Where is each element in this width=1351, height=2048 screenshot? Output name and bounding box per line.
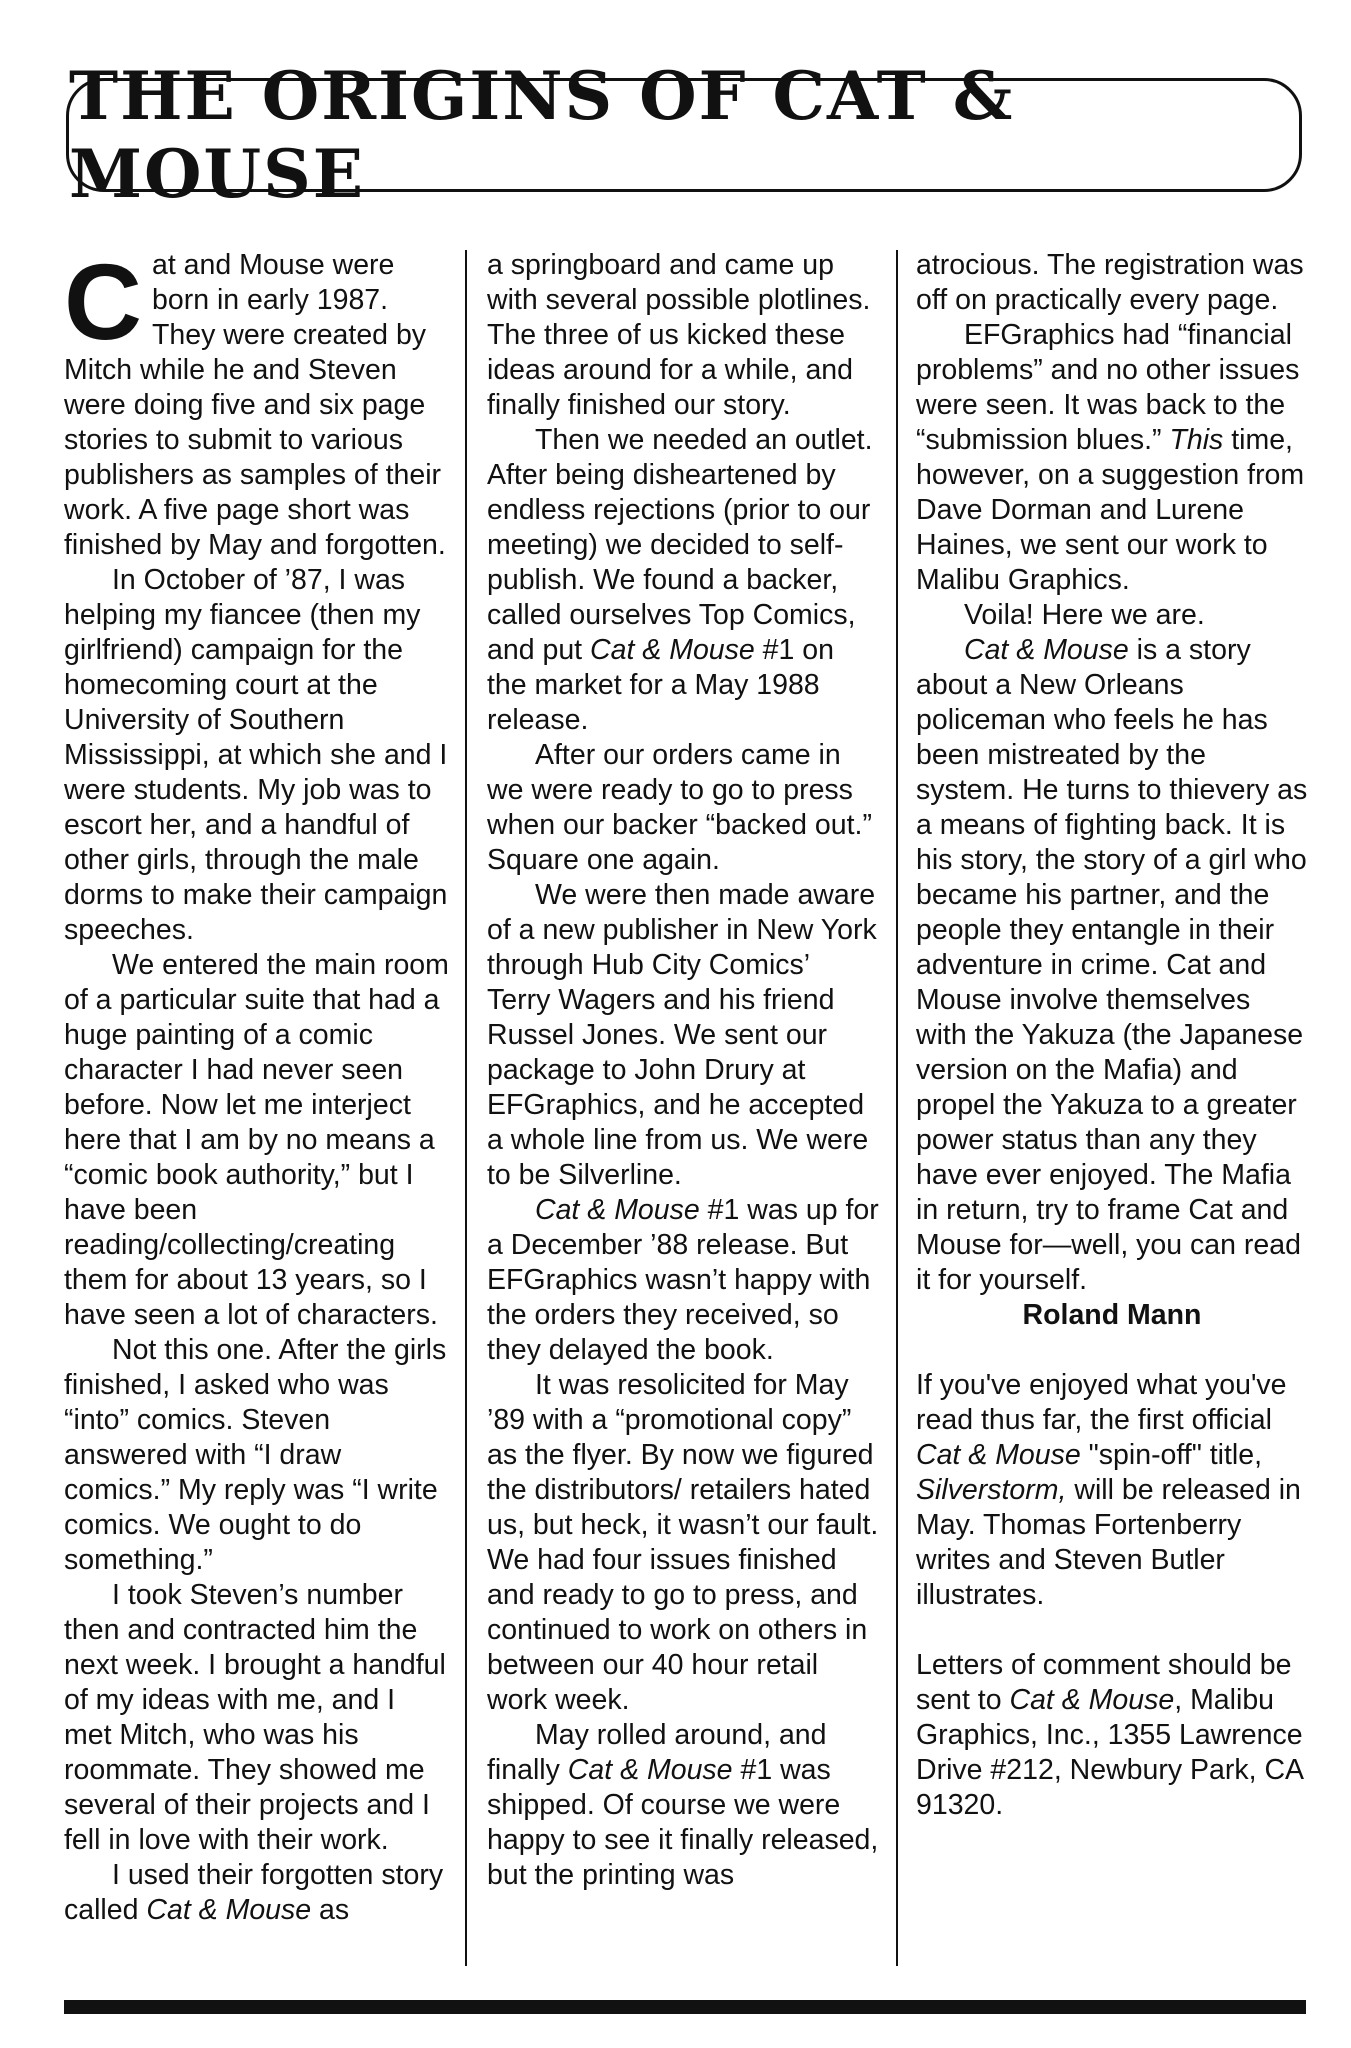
paragraph <box>64 241 450 563</box>
title-banner <box>66 57 1302 213</box>
column-divider-2 <box>896 250 898 1966</box>
paragraph: In October of ’87, I was helping my fiancee (then my girlfriend) campaign for the homecoming court at the University of Southern Mississippi, at which she and I were students. My job was to escort her, and a handful of other girls, through the male dorms to make their campaign speeches. <box>64 564 448 946</box>
paragraph: Then we needed an outlet. After being disheartened by endless rejections (prior to our meeting) we decided to self-publish. We found a backer, called ourselves Top Comics, and put Cat & Mouse #1 on the market for a May 1988 release. <box>487 424 873 736</box>
paragraph: Voila! Here we are. <box>964 599 1205 631</box>
column-divider-1 <box>465 250 467 1966</box>
paragraph: We entered the main room of a particular suite that had a huge painting of a comic character I had never seen before. Now let me interject here that I am by no means a “comic book authority,” but I have been reading/collecting/creating them for about 13 years, so I have seen a lot of characters. <box>64 949 449 1331</box>
page-title: THE ORIGINS OF CAT & MOUSE <box>69 57 1015 213</box>
paragraph: Not this one. After the girls finished, I asked who was “into” comics. Steven answered with “I draw comics.” My reply was “I write comics. We ought to do something.” <box>64 1334 447 1576</box>
paragraph: I used their forgotten story called Cat & Mouse as <box>64 1859 444 1926</box>
paragraph: a springboard and came up with several possible plotlines. The three of us kicked these ideas around for a while, and finally finished our story. <box>487 249 871 421</box>
column-1 <box>64 241 450 1928</box>
column-2 <box>487 248 879 1893</box>
paragraph-text: at and Mouse were born in early 1987. They were created by Mitch while he and Steven were doing five and six page stories to submit to various publishers as samples of their work. A five page short was finished by May and forgotten. <box>64 249 446 561</box>
bottom-rule <box>64 2000 1306 2014</box>
paragraph: May rolled around, and finally Cat & Mouse #1 was shipped. Of course we were happy to see it finally released, but the printing was <box>487 1719 879 1891</box>
paragraph: We were then made aware of a new publisher in New York through Hub City Comics’ Terry Wagers and his friend Russel Jones. We sent our package to John Drury at EFGraphics, and he accepted a whole line from us. We were to be Silverline. <box>487 879 877 1191</box>
paragraph: I took Steven’s number then and contracted him the next week. I brought a handful of my ideas with me, and I met Mitch, who was his roommate. They showed me several of their projects and I fell in love with their work. <box>64 1579 446 1856</box>
drop-cap: C <box>64 241 142 362</box>
paragraph: Cat & Mouse #1 was up for a December ’88 release. But EFGraphics wasn’t happy with the orders they received, so they delayed the book. <box>487 1194 879 1366</box>
letters-address: Letters of comment should be sent to Cat & Mouse, Malibu Graphics, Inc., 1355 Lawrence Drive #212, Newbury Park, CA 91320. <box>916 1649 1303 1821</box>
spin-off-note: If you've enjoyed what you've read thus far, the first official Cat & Mouse "spin-off" title, Silverstorm, will be released in May. Thomas Fortenberry writes and Steven Butler illustrates. <box>916 1369 1301 1611</box>
paragraph: EFGraphics had “financial problems” and no other issues were seen. It was back to the “submission blues.” This time, however, on a suggestion from Dave Dorman and Lurene Haines, we sent our work to Malibu Graphics. <box>916 319 1305 596</box>
paragraph: After our orders came in we were ready to go to press when our backer “backed out.” Square one again. <box>487 739 872 876</box>
paragraph: It was resolicited for May ’89 with a “promotional copy” as the flyer. By now we figured the distributors/ retailers hated us, but heck, it wasn’t our fault. We had four issues finished and ready to go to press, and continued to work on others in between our 40 hour retail work week. <box>487 1369 879 1716</box>
column-3 <box>916 248 1308 1823</box>
paragraph: atrocious. The registration was off on practically every page. <box>916 249 1304 316</box>
paragraph: Cat & Mouse is a story about a New Orleans policeman who feels he has been mistreated by the system. He turns to thievery as a means of fighting back. It is his story, the story of a girl who became his partner, and the people they entangle in their adventure in crime. Cat and Mouse involve themselves with the Yakuza (the Japanese version on the Mafia) and propel the Yakuza to a greater power status than any they have ever enjoyed. The Mafia in return, try to frame Cat and Mouse for—well, you can read it for yourself. <box>916 634 1308 1296</box>
author-signature: Roland Mann <box>1022 1299 1202 1331</box>
